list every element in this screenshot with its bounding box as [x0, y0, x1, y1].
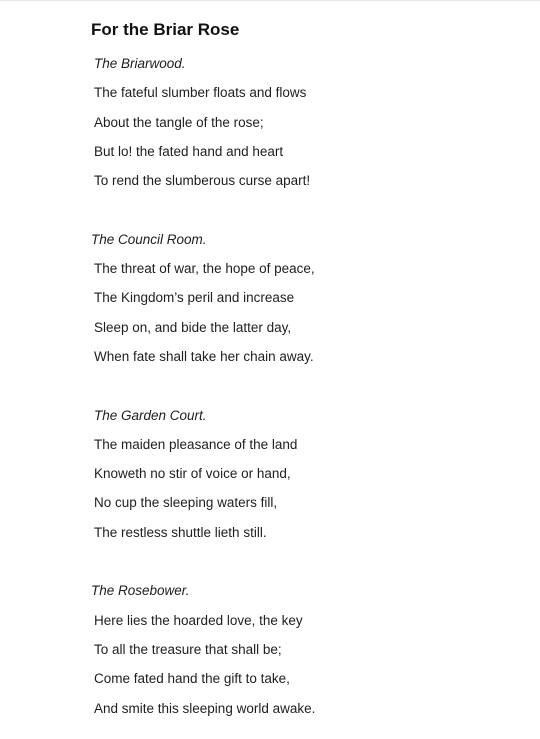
- poem-line: No cup the sleeping waters fill,: [94, 495, 278, 511]
- poem-line: To all the treasure that shall be;: [94, 641, 282, 657]
- poem-line: And smite this sleeping world awake.: [94, 700, 316, 716]
- poem-document: [91, 19, 521, 723]
- poem-line: Sleep on, and bide the latter day,: [94, 319, 292, 335]
- poem-line: The Kingdom’s peril and increase: [94, 290, 295, 306]
- stanza-garden-court: [91, 401, 521, 547]
- poem-line: Come fated hand the gift to take,: [94, 671, 290, 687]
- stanza-council-room: [91, 225, 521, 371]
- poem-line: When fate shall take her chain away.: [94, 348, 314, 364]
- stanza-heading: The Rosebower.: [91, 583, 190, 599]
- stanza-briarwood: [91, 49, 521, 195]
- stanza-spacer: [91, 371, 521, 400]
- stanza-spacer: [91, 195, 521, 224]
- stanza-heading: The Briarwood.: [94, 56, 186, 71]
- poem-line: The maiden pleasance of the land: [94, 436, 298, 452]
- top-border: [0, 0, 540, 1]
- poem-title: For the Briar Rose: [91, 20, 240, 39]
- stanza-heading: The Council Room.: [91, 231, 207, 247]
- poem-line: To rend the slumberous curse apart!: [94, 173, 311, 189]
- stanza-rosebower: [91, 576, 521, 722]
- stanza-heading: The Garden Court.: [94, 407, 207, 423]
- poem-line: The fateful slumber floats and flows: [94, 85, 307, 101]
- poem-line: Here lies the hoarded love, the key: [94, 612, 303, 628]
- stanza-spacer: [91, 547, 521, 576]
- poem-line: But lo! the fated hand and heart: [94, 143, 284, 159]
- poem-line: About the tangle of the rose;: [94, 114, 264, 130]
- poem-line: Knoweth no stir of voice or hand,: [94, 466, 291, 482]
- poem-line: The restless shuttle lieth still.: [94, 524, 267, 540]
- poem-line: The threat of war, the hope of peace,: [94, 261, 315, 277]
